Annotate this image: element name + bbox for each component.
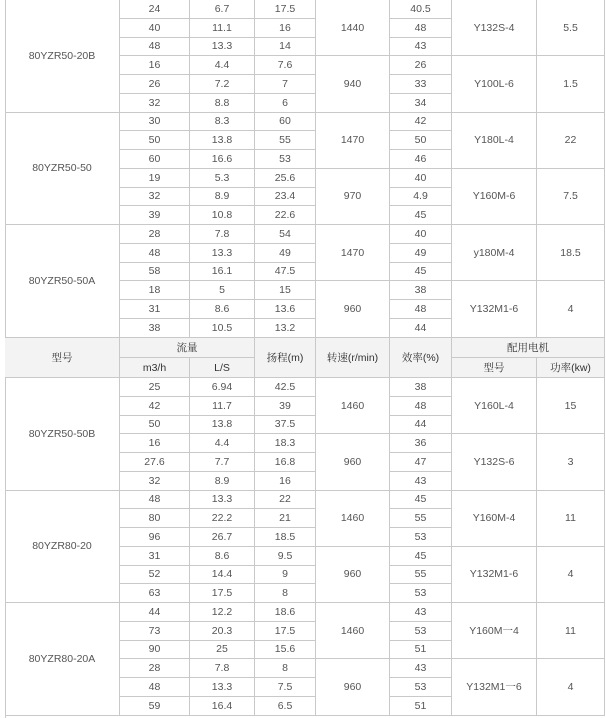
model-cell: 80YZR50-20B: [5, 0, 120, 113]
head-cell: 6.5: [255, 697, 316, 716]
speed-cell: 970: [316, 169, 390, 225]
efficiency-cell: 33: [390, 75, 452, 94]
head-cell: 60: [255, 113, 316, 132]
flow-m3h-cell: 63: [120, 584, 190, 603]
head-cell: 53: [255, 150, 316, 169]
flow-m3h-cell: 90: [120, 641, 190, 660]
head-cell: 18.5: [255, 528, 316, 547]
flow-ls-cell: 5.3: [190, 169, 255, 188]
efficiency-cell: 48: [390, 397, 452, 416]
head-cell: 15: [255, 281, 316, 300]
flow-ls-cell: 25: [190, 641, 255, 660]
flow-ls-cell: 13.3: [190, 244, 255, 263]
header-flow: 流量: [120, 338, 255, 358]
motor-power-cell: 11: [537, 603, 605, 659]
speed-cell: 1460: [316, 378, 390, 434]
efficiency-cell: 45: [390, 263, 452, 282]
flow-ls-cell: 26.7: [190, 528, 255, 547]
head-cell: 7.5: [255, 678, 316, 697]
flow-ls-cell: 14.4: [190, 566, 255, 585]
head-cell: 22: [255, 491, 316, 510]
head-cell: 55: [255, 131, 316, 150]
efficiency-cell: 43: [390, 38, 452, 57]
flow-m3h-cell: 16: [120, 434, 190, 453]
efficiency-cell: 42: [390, 113, 452, 132]
flow-m3h-cell: 58: [120, 263, 190, 282]
flow-ls-cell: 16.6: [190, 150, 255, 169]
efficiency-cell: 50: [390, 131, 452, 150]
flow-ls-cell: 8.9: [190, 188, 255, 207]
efficiency-cell: 34: [390, 94, 452, 113]
efficiency-cell: 48: [390, 19, 452, 38]
flow-m3h-cell: 18: [120, 281, 190, 300]
motor-model-cell: Y160M-6: [452, 169, 537, 225]
flow-m3h-cell: 59: [120, 697, 190, 716]
motor-model-cell: Y160L-4: [452, 378, 537, 434]
flow-ls-cell: 6.7: [190, 0, 255, 19]
efficiency-cell: 40: [390, 225, 452, 244]
speed-cell: 960: [316, 547, 390, 603]
flow-ls-cell: 4.4: [190, 56, 255, 75]
motor-power-cell: 4: [537, 659, 605, 715]
efficiency-cell: 45: [390, 491, 452, 510]
speed-cell: 960: [316, 281, 390, 337]
motor-power-cell: 4: [537, 547, 605, 603]
motor-power-cell: 15: [537, 378, 605, 434]
flow-ls-cell: 8.9: [190, 472, 255, 491]
header-speed: 转速(r/min): [316, 338, 390, 378]
flow-ls-cell: 13.3: [190, 678, 255, 697]
flow-ls-cell: 12.2: [190, 603, 255, 622]
efficiency-cell: 45: [390, 547, 452, 566]
flow-m3h-cell: 24: [120, 0, 190, 19]
motor-model-cell: Y132M1一6: [452, 659, 537, 715]
efficiency-cell: 49: [390, 244, 452, 263]
head-cell: 7.6: [255, 56, 316, 75]
header-head: 扬程(m): [255, 338, 316, 378]
motor-model-cell: Y132S-4: [452, 0, 537, 56]
head-cell: 8: [255, 584, 316, 603]
speed-cell: 1440: [316, 0, 390, 56]
efficiency-cell: 53: [390, 584, 452, 603]
motor-power-cell: 5.5: [537, 0, 605, 56]
motor-model-cell: Y100L-6: [452, 56, 537, 112]
flow-m3h-cell: 27.6: [120, 453, 190, 472]
efficiency-cell: 45: [390, 206, 452, 225]
flow-ls-cell: 16.1: [190, 263, 255, 282]
model-cell: 80YZR80-20A: [5, 603, 120, 716]
flow-ls-cell: 7.8: [190, 659, 255, 678]
head-cell: 39: [255, 397, 316, 416]
head-cell: 47.5: [255, 263, 316, 282]
efficiency-cell: 46: [390, 150, 452, 169]
flow-m3h-cell: 39: [120, 206, 190, 225]
head-cell: 7: [255, 75, 316, 94]
flow-m3h-cell: 32: [120, 472, 190, 491]
head-cell: 49: [255, 244, 316, 263]
header-flow-ls: L/S: [190, 358, 255, 378]
header-motor-power: 功率(kw): [537, 358, 605, 378]
head-cell: 18.6: [255, 603, 316, 622]
flow-m3h-cell: 50: [120, 416, 190, 435]
efficiency-cell: 4.9: [390, 188, 452, 207]
efficiency-cell: 43: [390, 659, 452, 678]
efficiency-cell: 53: [390, 622, 452, 641]
flow-m3h-cell: 48: [120, 244, 190, 263]
flow-m3h-cell: 50: [120, 131, 190, 150]
flow-ls-cell: 13.3: [190, 491, 255, 510]
flow-m3h-cell: 28: [120, 225, 190, 244]
header-motor-model: 型号: [452, 358, 537, 378]
speed-cell: 1470: [316, 113, 390, 169]
speed-cell: 1460: [316, 491, 390, 547]
efficiency-cell: 38: [390, 281, 452, 300]
efficiency-cell: 51: [390, 697, 452, 716]
efficiency-cell: 47: [390, 453, 452, 472]
head-cell: 17.5: [255, 622, 316, 641]
flow-m3h-cell: 48: [120, 38, 190, 57]
flow-m3h-cell: 73: [120, 622, 190, 641]
header-flow-m3h: m3/h: [120, 358, 190, 378]
head-cell: 54: [255, 225, 316, 244]
flow-ls-cell: 13.3: [190, 38, 255, 57]
head-cell: 21: [255, 509, 316, 528]
efficiency-cell: 48: [390, 300, 452, 319]
speed-cell: 960: [316, 434, 390, 490]
efficiency-cell: 44: [390, 319, 452, 338]
flow-m3h-cell: 38: [120, 319, 190, 338]
head-cell: 9: [255, 566, 316, 585]
flow-ls-cell: 10.8: [190, 206, 255, 225]
head-cell: 18.3: [255, 434, 316, 453]
motor-model-cell: y180M-4: [452, 225, 537, 281]
flow-ls-cell: 7.7: [190, 453, 255, 472]
flow-m3h-cell: 31: [120, 547, 190, 566]
header-efficiency: 效率(%): [390, 338, 452, 378]
head-cell: 17.5: [255, 0, 316, 19]
motor-power-cell: 4: [537, 281, 605, 337]
flow-m3h-cell: 80: [120, 509, 190, 528]
head-cell: 9.5: [255, 547, 316, 566]
speed-cell: 960: [316, 659, 390, 715]
motor-power-cell: 22: [537, 113, 605, 169]
motor-model-cell: Y180L-4: [452, 113, 537, 169]
efficiency-cell: 44: [390, 416, 452, 435]
motor-model-cell: Y132M1-6: [452, 281, 537, 337]
flow-m3h-cell: 48: [120, 491, 190, 510]
flow-m3h-cell: 30: [120, 113, 190, 132]
flow-ls-cell: 8.6: [190, 300, 255, 319]
flow-m3h-cell: 31: [120, 300, 190, 319]
flow-ls-cell: 6.94: [190, 378, 255, 397]
motor-power-cell: 3: [537, 434, 605, 490]
head-cell: 14: [255, 38, 316, 57]
head-cell: 22.6: [255, 206, 316, 225]
motor-model-cell: Y160M一4: [452, 603, 537, 659]
flow-ls-cell: 4.4: [190, 434, 255, 453]
flow-m3h-cell: 40: [120, 19, 190, 38]
speed-cell: 940: [316, 56, 390, 112]
head-cell: 13.2: [255, 319, 316, 338]
flow-ls-cell: 11.7: [190, 397, 255, 416]
model-cell: 80YZR50-50B: [5, 378, 120, 491]
efficiency-cell: 55: [390, 566, 452, 585]
flow-m3h-cell: 42: [120, 397, 190, 416]
header-motor: 配用电机: [452, 338, 605, 358]
pump-spec-table: [5, 0, 605, 718]
head-cell: 16: [255, 472, 316, 491]
efficiency-cell: 40: [390, 169, 452, 188]
head-cell: 23.4: [255, 188, 316, 207]
flow-ls-cell: 17.5: [190, 584, 255, 603]
motor-power-cell: 18.5: [537, 225, 605, 281]
efficiency-cell: 36: [390, 434, 452, 453]
flow-m3h-cell: 19: [120, 169, 190, 188]
efficiency-cell: 51: [390, 641, 452, 660]
flow-ls-cell: 8.3: [190, 113, 255, 132]
head-cell: 37.5: [255, 416, 316, 435]
flow-ls-cell: 10.5: [190, 319, 255, 338]
flow-m3h-cell: 26: [120, 75, 190, 94]
flow-ls-cell: 7.2: [190, 75, 255, 94]
head-cell: 42.5: [255, 378, 316, 397]
speed-cell: 1460: [316, 603, 390, 659]
motor-model-cell: Y132S-6: [452, 434, 537, 490]
motor-power-cell: 1.5: [537, 56, 605, 112]
efficiency-cell: 38: [390, 378, 452, 397]
model-cell: 80YZR50-50A: [5, 225, 120, 338]
flow-m3h-cell: 32: [120, 188, 190, 207]
model-cell: 80YZR80-20: [5, 491, 120, 604]
flow-m3h-cell: 48: [120, 678, 190, 697]
flow-ls-cell: 13.8: [190, 131, 255, 150]
speed-cell: 1470: [316, 225, 390, 281]
head-cell: 13.6: [255, 300, 316, 319]
flow-ls-cell: 13.8: [190, 416, 255, 435]
flow-ls-cell: 8.8: [190, 94, 255, 113]
head-cell: 6: [255, 94, 316, 113]
efficiency-cell: 40.5: [390, 0, 452, 19]
motor-power-cell: 7.5: [537, 169, 605, 225]
head-cell: 15.6: [255, 641, 316, 660]
head-cell: 8: [255, 659, 316, 678]
flow-m3h-cell: 52: [120, 566, 190, 585]
flow-ls-cell: 8.6: [190, 547, 255, 566]
flow-ls-cell: 20.3: [190, 622, 255, 641]
head-cell: 16.8: [255, 453, 316, 472]
flow-m3h-cell: 44: [120, 603, 190, 622]
header-model: 型号: [5, 338, 120, 378]
efficiency-cell: 43: [390, 472, 452, 491]
flow-ls-cell: 5: [190, 281, 255, 300]
flow-m3h-cell: 60: [120, 150, 190, 169]
head-cell: 16: [255, 19, 316, 38]
efficiency-cell: 53: [390, 528, 452, 547]
flow-ls-cell: 16.4: [190, 697, 255, 716]
efficiency-cell: 43: [390, 603, 452, 622]
efficiency-cell: 26: [390, 56, 452, 75]
motor-power-cell: 11: [537, 491, 605, 547]
model-cell: 80YZR50-50: [5, 113, 120, 226]
flow-m3h-cell: 32: [120, 94, 190, 113]
flow-m3h-cell: 96: [120, 528, 190, 547]
efficiency-cell: 55: [390, 509, 452, 528]
head-cell: 25.6: [255, 169, 316, 188]
flow-m3h-cell: 25: [120, 378, 190, 397]
flow-ls-cell: 22.2: [190, 509, 255, 528]
flow-ls-cell: 7.8: [190, 225, 255, 244]
motor-model-cell: Y132M1-6: [452, 547, 537, 603]
motor-model-cell: Y160M-4: [452, 491, 537, 547]
efficiency-cell: 53: [390, 678, 452, 697]
flow-ls-cell: 11.1: [190, 19, 255, 38]
flow-m3h-cell: 16: [120, 56, 190, 75]
flow-m3h-cell: 28: [120, 659, 190, 678]
